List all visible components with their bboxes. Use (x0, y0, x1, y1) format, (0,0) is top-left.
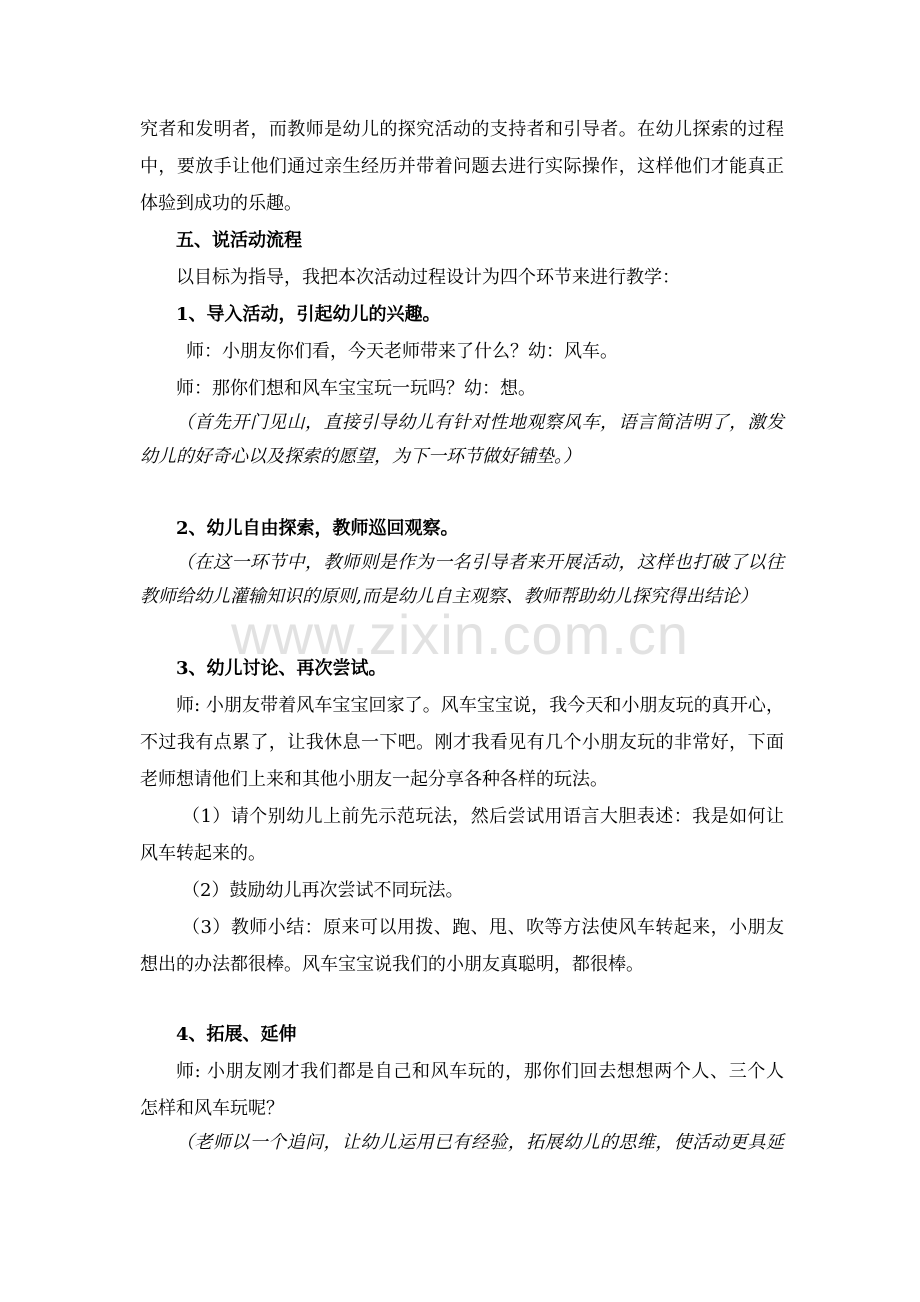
dialogue-line: 师：小朋友你们看，今天老师带来了什么？幼：风车。 (186, 341, 618, 362)
comment-line: （老师以一个追问，让幼儿运用已有经验，拓展幼儿的思维，使活动更具延 (176, 1132, 784, 1153)
paragraph-line: 体验到成功的乐趣。 (140, 193, 302, 214)
paragraph-line: 怎样和风车玩呢？ (140, 1098, 284, 1119)
paragraph-line: 师: 小朋友带着风车宝宝回家了。风车宝宝说，我今天和小朋友玩的真开心， (176, 695, 784, 716)
step-heading-1: 1、导入活动，引起幼儿的兴趣。 (176, 304, 441, 325)
comment-line: 教师给幼儿灌输知识的原则,而是幼儿自主观察、教师帮助幼儿探究得出结论） (140, 586, 758, 607)
paragraph-line: 师: 小朋友刚才我们都是自己和风车玩的，那你们回去想想两个人、三个人 (176, 1061, 784, 1082)
list-item: （1）请个别幼儿上前先示范玩法，然后尝试用语言大胆表述：我是如何让 (182, 806, 784, 827)
step-heading-3: 3、幼儿讨论、再次尝试。 (176, 658, 387, 679)
comment-line: 幼儿的好奇心以及探索的愿望，为下一环节做好铺垫。） (140, 446, 581, 467)
paragraph-line: 中，要放手让他们通过亲生经历并带着问题去进行实际操作，这样他们才能真正 (140, 156, 784, 177)
comment-line: （首先开门见山，直接引导幼儿有针对性地观察风车，语言简洁明了，激发 (176, 412, 784, 433)
comment-line: （在这一环节中，教师则是作为一名引导者来开展活动，这样也打破了以往 (176, 552, 784, 573)
paragraph-line: 究者和发明者，而教师是幼儿的探究活动的支持者和引导者。在幼儿探索的过程 (140, 119, 784, 140)
dialogue-line: 师：那你们想和风车宝宝玩一玩吗？幼：想。 (176, 378, 536, 399)
watermark: www.zixin.com.cn (231, 603, 689, 666)
list-item: 想出的办法都很棒。风车宝宝说我们的小朋友真聪明，都很棒。 (140, 954, 644, 975)
step-heading-4: 4、拓展、延伸 (176, 1024, 297, 1045)
step-heading-2: 2、幼儿自由探索，教师巡回观察。 (176, 518, 459, 539)
list-item: （2）鼓励幼儿再次尝试不同玩法。 (182, 880, 464, 901)
list-item: （3）教师小结：原来可以用拨、跑、甩、吹等方法使风车转起来，小朋友 (182, 917, 784, 938)
paragraph-line: 以目标为指导，我把本次活动过程设计为四个环节来进行教学： (176, 267, 680, 288)
paragraph-line: 不过我有点累了，让我休息一下吧。刚才我看见有几个小朋友玩的非常好，下面 (140, 732, 784, 753)
list-item: 风车转起来的。 (140, 843, 266, 864)
section-heading: 五、说活动流程 (176, 230, 302, 251)
paragraph-line: 老师想请他们上来和其他小朋友一起分享各种各样的玩法。 (140, 769, 608, 790)
